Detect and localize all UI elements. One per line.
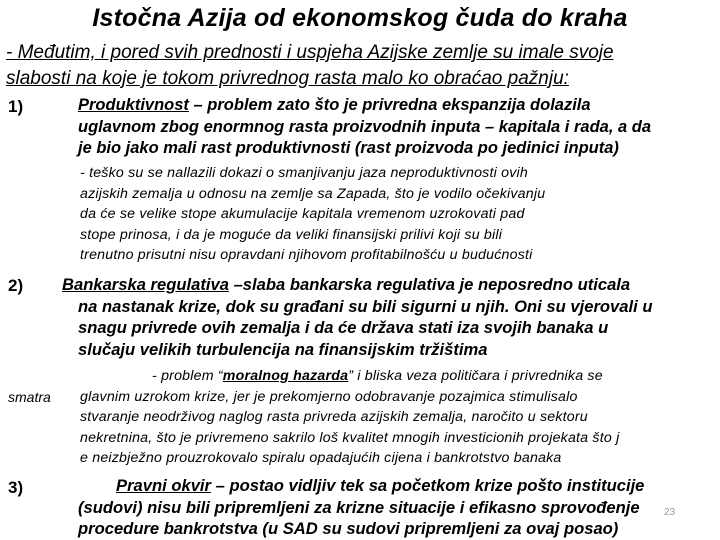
item-1-line-3: je bio jako mali rast produktivnosti (rast proizvoda po jedinici inputa) [78,139,619,157]
item-3-heading: Pravni okvir [116,476,212,495]
item-2-line-3: snagu privrede ovih zemalja i da će država stati iza svojih banaka u [78,318,609,337]
item-2-line-2: na nastanak krize, dok su građani su bili sigurni u njih. Oni su vjerovali u [78,296,653,316]
item-2-line-4: slučaju velikih turbulencija na finansijskim tržištima [78,339,488,359]
item-2-text [62,274,652,360]
item-2-sub-suffix: ” i bliska veza političara i privrednika se [348,368,603,384]
item-3-line-3: procedure bankrotstva (u SAD su sudovi pripremljeni za ovaj posao) [78,519,619,538]
item-2-sub-line-4: nekretnina, što je privremeno sakrilo loš kvalitet mnogih investicionih projekata što j [80,429,620,446]
item-2-subtext [80,366,619,469]
slide-number: 23 [664,507,676,518]
item-1-number: 1) [8,97,24,116]
item-1-line-2: uglavnom zbog enormnog rasta proizvodnih inputa – kapitala i rada, a da [78,117,652,136]
intro-line-1: - Međutim, i pored svih prednosti i uspjeha Azijske zemlje su imale svoje [6,42,614,63]
item-1-sub-line-5: trenutno prisutni nisu opravdani njihovom profitabilnošću u budućnosti [80,247,533,263]
item-1-text [78,95,651,160]
item-2-sub-prefix: - problem “ [152,368,223,384]
item-3-text [78,475,644,540]
item-1-sub-line-2: azijskih zemalja u odnosu na zemlje sa Zapada, što je vodilo očekivanju [80,185,546,202]
item-1-sub-line-4: stope prinosa, i da je moguće da veliki finansijski prilivi koji su bili [80,226,503,243]
side-label-smatra: smatra [8,389,51,405]
item-2-sub-line-2: glavnim uzrokom krize, jer je prekomjerno odobravanje pozajmica stimulisalo [80,388,578,405]
intro-line-2: slabosti na koje je tokom privrednog rasta malo ko obraćao pažnju: [6,68,569,89]
item-1-line-1: – problem zato što je privredna ekspanzija dolazila [188,96,591,114]
item-2-heading: Bankarska regulativa [62,275,229,294]
slide-title: Istočna Azija od ekonomskog čuda do kraha [92,4,628,32]
item-1-heading: Produktivnost [78,96,189,114]
item-2-sub-moral-hazard: moralnog hazarda [222,368,349,384]
item-1-subtext [80,163,545,266]
item-3-line-1: – postao vidljiv tek sa početkom krize pošto institucije [211,476,645,495]
intro-paragraph [6,40,718,92]
item-2-line-1: –slaba bankarska regulativa je neposredno uticala [228,275,631,294]
item-2-number: 2) [8,276,24,295]
item-1-sub-line-1: - teško su se nallazili dokazi o smanjivanju jaza neproduktivnosti ovih [80,165,528,181]
item-3-number: 3) [8,478,24,497]
item-1-sub-line-3: da će se velike stope akumulacije kapitala vremenom uzrokovati pad [80,206,525,222]
item-3-line-2: (sudovi) nisu bili pripremljeni za krizne situacije i efikasno sprovođenje [78,497,640,517]
item-2-sub-line-3: stvaranje neodrživog naglog rasta privreda azijskih zemalja, naročito u sektoru [80,409,588,425]
item-2-sub-line-5: e neizbježno prouzrokovalo spiralu opadajućih cijena i bankrotstvo banaka [80,450,562,466]
